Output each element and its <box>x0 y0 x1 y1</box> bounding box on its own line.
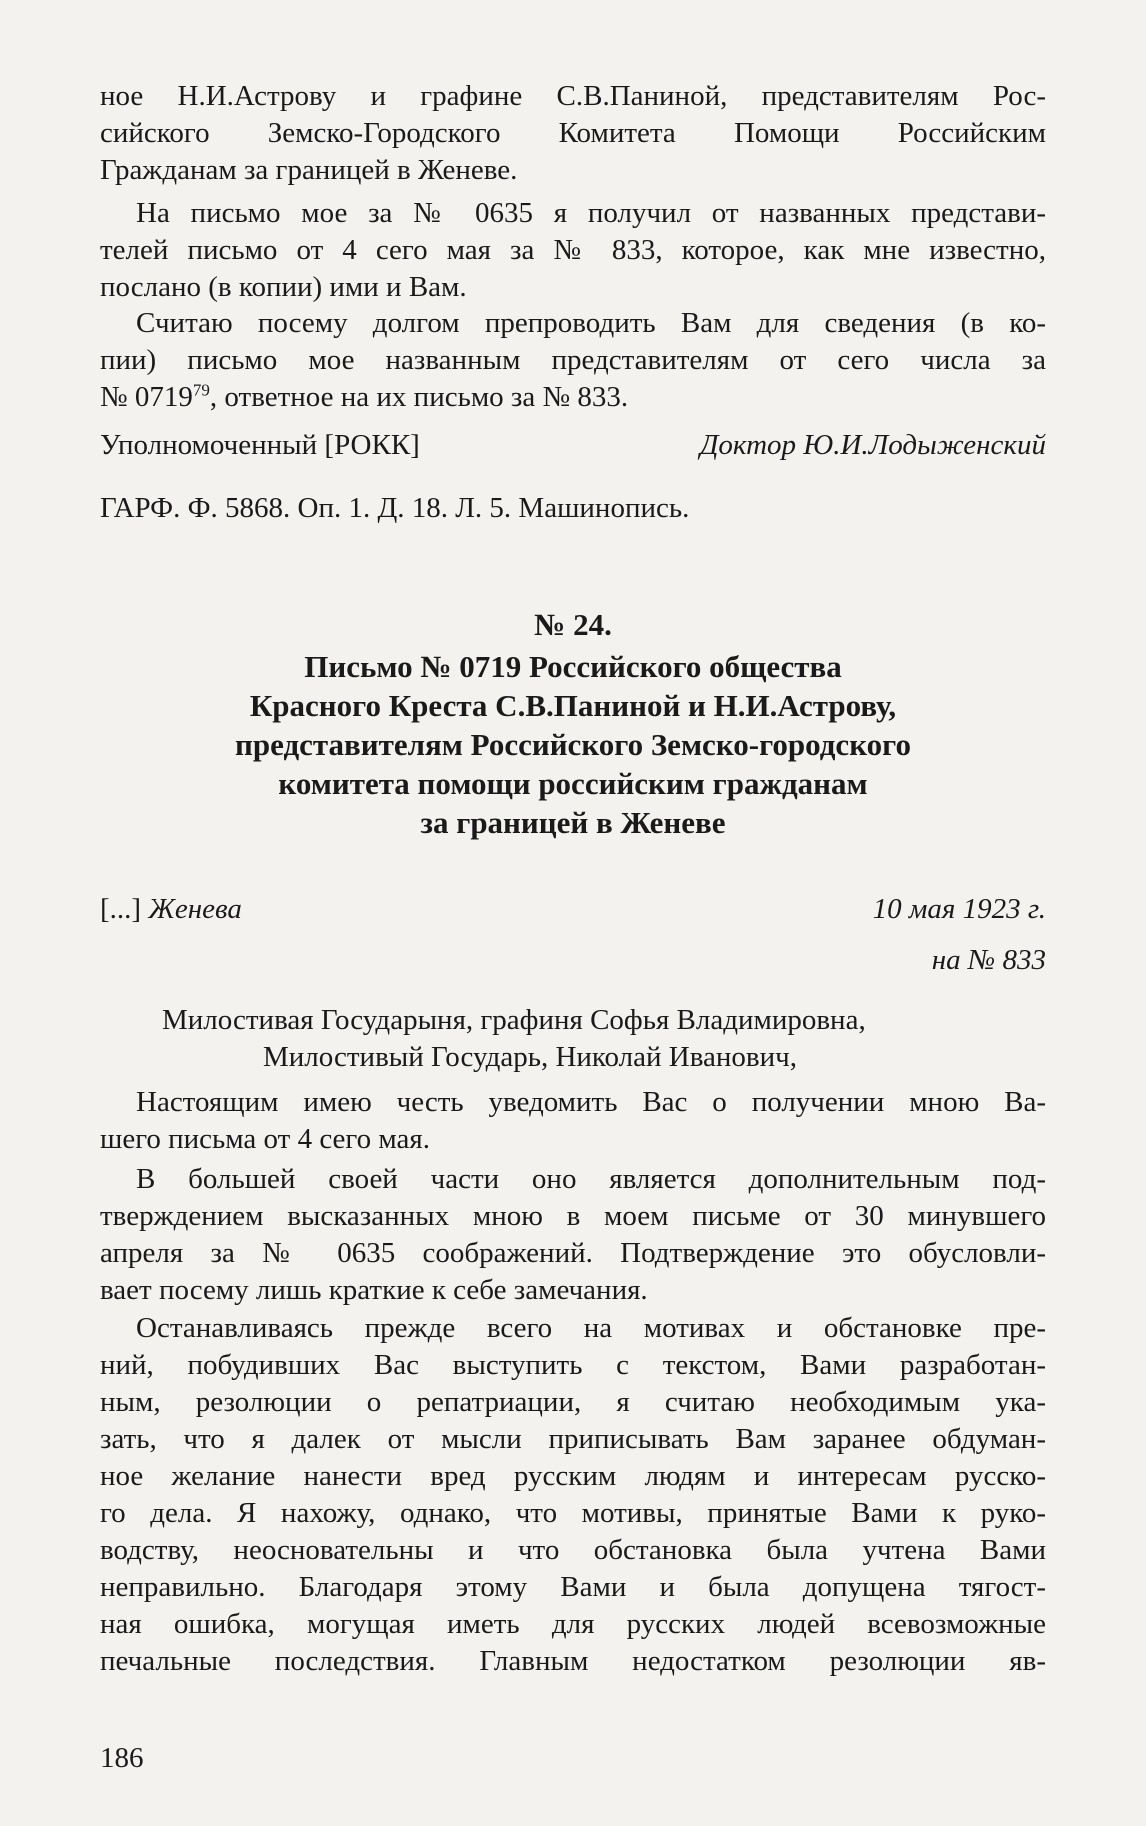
omission-mark: [...] <box>100 893 142 925</box>
text-fragment: , ответное на их письмо за № 833. <box>209 381 629 413</box>
document-reference: № 0719 <box>100 381 193 413</box>
text-line: тверждением высказанных мною в моем письме от 30 минувшего <box>100 1200 1046 1232</box>
place <box>100 891 242 928</box>
document-title-line: за границей в Женеве <box>420 805 726 840</box>
paragraph-received-letter <box>100 195 1046 306</box>
text-line: сийского Земско-Городского Комитета Помощи Российским <box>100 117 1046 149</box>
document-number: № 24. <box>534 607 612 642</box>
text-line: телей письмо от 4 сего мая за № 833, которое, как мне известно, <box>100 234 1046 266</box>
text-line: ное желание нанести вред русским людям и интересам русско- <box>100 1460 1046 1492</box>
text-line: ное Н.И.Астрову и графине С.В.Паниной, представителям Рос- <box>100 80 1046 112</box>
text-line: Останавливаясь прежде всего на мотивах и обстановке пре- <box>136 1312 1046 1344</box>
document-title-line: Красного Креста С.В.Паниной и Н.И.Астрову, <box>249 688 897 723</box>
text-line: ний, побудивших Вас выступить с текстом, Вами разработан- <box>100 1349 1046 1381</box>
page-number: 186 <box>100 1742 144 1774</box>
text-line: вает посему лишь краткие к себе замечания. <box>100 1274 648 1306</box>
paragraph-forwarding <box>100 305 1046 416</box>
salutation-line: Милостивая Государыня, графиня Софья Владимировна, <box>162 1004 866 1036</box>
place-date-row <box>100 891 1046 928</box>
place-name: Женева <box>148 893 242 925</box>
text-line: Гражданам за границей в Женеве. <box>100 154 518 186</box>
opening-paragraph <box>100 78 1046 189</box>
text-line: водству, неосновательны и что обстановка была учтена Вами <box>100 1534 1046 1566</box>
text-line: неправильно. Благодаря этому Вами и была допущена тягост- <box>100 1571 1046 1603</box>
text-line: печальные последствия. Главным недостатком резолюции яв- <box>100 1645 1046 1677</box>
document-title-line: Письмо № 0719 Российского общества <box>304 649 842 684</box>
text-line: шего письма от 4 сего мая. <box>100 1123 430 1155</box>
letter-date: 10 мая 1923 г. <box>872 893 1046 925</box>
reply-reference: на № 833 <box>931 944 1046 976</box>
text-line: зать, что я далек от мысли приписывать Вам заранее обдуман- <box>100 1423 1046 1455</box>
reply-reference-row <box>100 942 1046 979</box>
text-line: Считаю посему долгом препроводить Вам для сведения (в ко- <box>136 307 1046 339</box>
body-paragraph <box>100 1084 1046 1158</box>
text-line: ным, резолюции о репатриации, я считаю необходимым ука- <box>100 1386 1046 1418</box>
body-paragraph <box>100 1161 1046 1309</box>
text-line: ная ошибка, могущая иметь для русских людей всевозможные <box>100 1608 1046 1640</box>
document-title-line: представителям Российского Земско-городского <box>235 727 911 762</box>
text-line: На письмо мое за № 0635 я получил от названных представи- <box>136 197 1046 229</box>
text-line: апреля за № 0635 соображений. Подтверждение это обусловли- <box>100 1237 1046 1269</box>
signatory-name: Доктор Ю.И.Лодыженский <box>699 429 1046 461</box>
text-line: послано (в копии) ими и Вам. <box>100 271 467 303</box>
text-line <box>100 379 1046 416</box>
document-title-line: комитета помощи российским гражданам <box>278 766 868 801</box>
text-line: го дела. Я нахожу, однако, что мотивы, принятые Вами к руко- <box>100 1497 1046 1529</box>
signature-row <box>100 427 1046 464</box>
footnote-marker: 79 <box>192 380 210 400</box>
text-line: пии) письмо мое названным представителям от сего числа за <box>100 344 1046 376</box>
text-line: Настоящим имею честь уведомить Вас о получении мною Ва- <box>136 1086 1046 1118</box>
archive-reference: ГАРФ. Ф. 5868. Оп. 1. Д. 18. Л. 5. Машинопись. <box>100 492 690 524</box>
text-line: В большей своей части оно является дополнительным под- <box>136 1163 1046 1195</box>
salutation-line: Милостивый Государь, Николай Иванович, <box>263 1041 797 1073</box>
signatory-position: Уполномоченный [РОКК] <box>100 429 420 461</box>
body-paragraph <box>100 1310 1046 1680</box>
